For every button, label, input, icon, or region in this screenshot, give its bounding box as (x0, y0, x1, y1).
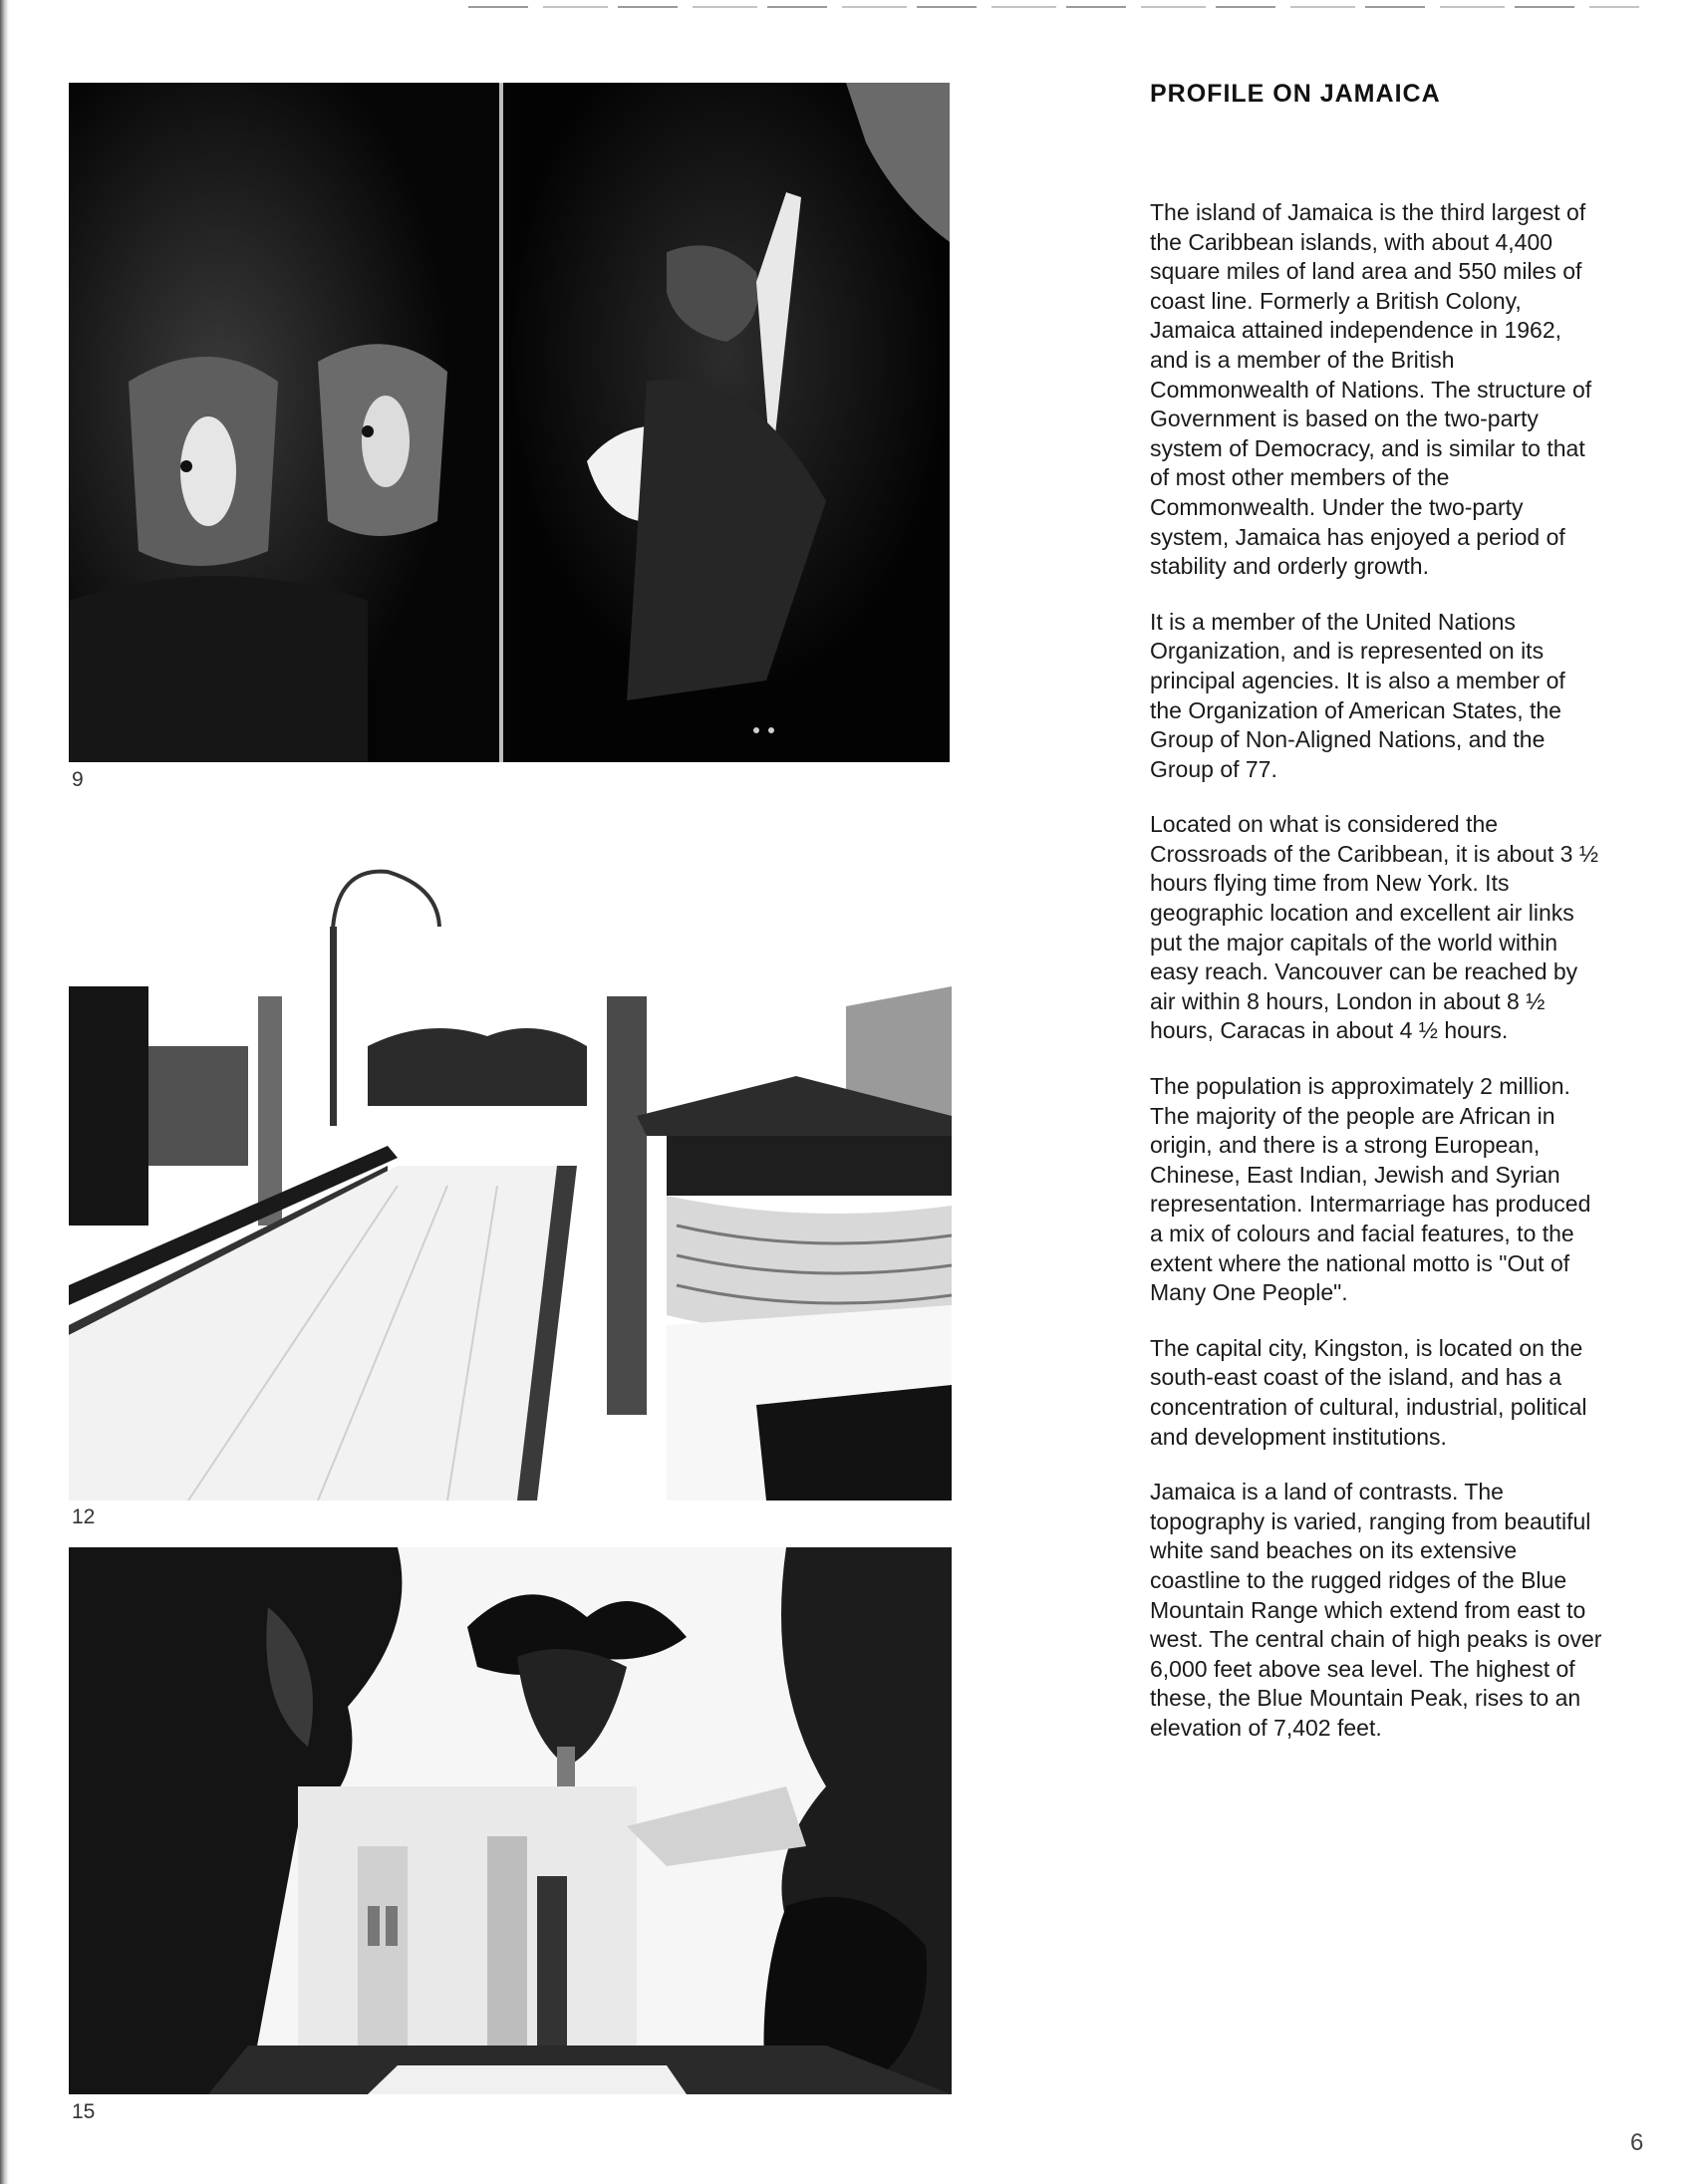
figure-caption: 9 (72, 768, 84, 791)
scan-top-rule (468, 6, 1639, 8)
paragraph: The population is approximately 2 million. The majority of the people are African in origin, and there is a strong European, Chinese, East Indian, Jewish and Syrian representation. Intermarriage has produced a mix of colours and facial features, to the extent where the national motto is "Out of Many One People". (1150, 1073, 1591, 1306)
photo-palm-tree-building (69, 1547, 952, 2094)
photo-walkway-amphitheatre (69, 867, 952, 1501)
scan-left-edge (0, 0, 9, 2184)
figure-caption: 15 (72, 2100, 96, 2123)
page-title: PROFILE ON JAMAICA (1150, 80, 1441, 108)
paragraph: The capital city, Kingston, is located on the south-east coast of the island, and has a concentration of cultural, industrial, political and development institutions. (1150, 1334, 1587, 1450)
article-body (1150, 198, 1603, 1770)
figure-caption: 12 (72, 1505, 96, 1528)
paragraph: The island of Jamaica is the third largest of the Caribbean islands, with about 4,400 square miles of land area and 550 miles of coast line. Formerly a British Colony, Jamaica attained independence in 1962, and is a member of the British Commonwealth of Nations. The structure of Government is based on the two-party system of Democracy, and is similar to that of most other members of the Commonwealth. Under the two-party system, Jamaica has enjoyed a period of stability and orderly growth. (1150, 199, 1592, 580)
page-number: 6 (1630, 2129, 1644, 2156)
paragraph: It is a member of the United Nations Organization, and is represented on its principal agencies. It is also a member of the Organization of American States, the Group of Non-Aligned Nations, and the Group of 77. (1150, 608, 1565, 782)
photo-drums-and-dancer (69, 83, 950, 762)
paragraph: Located on what is considered the Crossroads of the Caribbean, it is about 3 ½ hours flying time from New York. Its geographic location and excellent air links put the major capitals of the world within easy reach. Vancouver can be reached by air within 8 hours, London in about 8 ½ hours, Caracas in about 4 ½ hours. (1150, 811, 1599, 1044)
paragraph: Jamaica is a land of contrasts. The topography is varied, ranging from beautiful white sand beaches on its extensive coastline to the rugged ridges of the Blue Mountain Range which extend from east to west. The central chain of high peaks is over 6,000 feet above sea level. The highest of these, the Blue Mountain Peak, rises to an elevation of 7,402 feet. (1150, 1479, 1602, 1741)
